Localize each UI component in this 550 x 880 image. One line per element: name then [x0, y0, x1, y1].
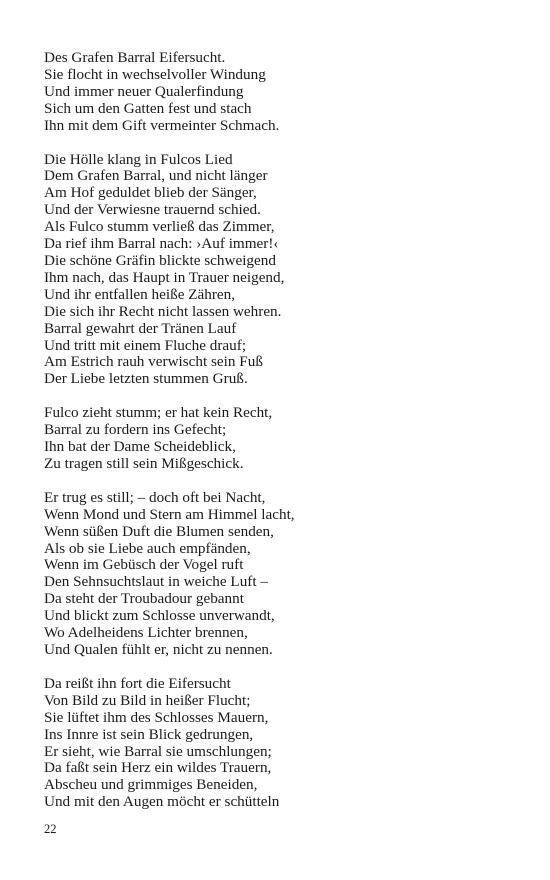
stanza-5	[44, 676, 524, 811]
poem-line: Dem Grafen Barral, und nicht länger	[44, 167, 268, 185]
stanza-1	[44, 50, 524, 135]
poem-line: Der Liebe letzten stummen Gruß.	[44, 370, 248, 388]
poem-line: Und blickt zum Schlosse unverwandt,	[44, 607, 275, 625]
poem-line: Und der Verwiesne trauernd schied.	[44, 201, 261, 219]
poem-line: Wenn Mond und Stern am Himmel lacht,	[44, 505, 295, 523]
poem-line: Ins Innre ist sein Blick gedrungen,	[44, 725, 254, 743]
poem-line: Wenn im Gebüsch der Vogel ruft	[44, 556, 244, 574]
poem-line: Ihm nach, das Haupt in Trauer neigend,	[44, 268, 285, 286]
poem-line: Am Hof geduldet blieb der Sänger,	[44, 184, 257, 202]
stanza-2	[44, 152, 524, 389]
poem-line: Er trug es still; – doch oft bei Nacht,	[44, 488, 266, 506]
poem-text	[44, 50, 524, 828]
poem-line: Wenn süßen Duft die Blumen senden,	[44, 522, 274, 540]
poem-line: Zu tragen still sein Mißgeschick.	[44, 454, 244, 472]
poem-line: Sie flocht in wechselvoller Windung	[44, 65, 266, 83]
poem-line: Fulco zieht stumm; er hat kein Recht,	[44, 404, 273, 422]
page-number: 22	[44, 822, 57, 836]
poem-line: Ihn bat der Dame Scheideblick,	[44, 438, 236, 456]
poem-line: Er sieht, wie Barral sie umschlungen;	[44, 742, 272, 760]
poem-line: Die sich ihr Recht nicht lassen wehren.	[44, 302, 282, 320]
poem-line: Sie lüftet ihm des Schlosses Mauern,	[44, 708, 269, 726]
poem-line: Am Estrich rauh verwischt sein Fuß	[44, 353, 263, 371]
poem-line: Und Qualen fühlt er, nicht zu nennen.	[44, 641, 273, 658]
poem-line: Wo Adelheidens Lichter brennen,	[44, 624, 248, 642]
poem-line: Da reißt ihn fort die Eifersucht	[44, 674, 231, 692]
poem-line: Den Sehnsuchtslaut in weiche Luft –	[44, 573, 268, 591]
poem-line: Da rief ihm Barral nach: ›Auf immer!‹	[44, 235, 279, 253]
poem-line: Da steht der Troubadour gebannt	[44, 590, 244, 608]
poem-line: Abscheu und grimmiges Beneiden,	[44, 776, 258, 794]
poem-line: Barral zu fordern ins Gefecht;	[44, 421, 227, 439]
poem-line: Als ob sie Liebe auch empfänden,	[44, 539, 251, 557]
poem-line: Und ihr entfallen heiße Zähren,	[44, 285, 236, 303]
poem-line: Die Hölle klang in Fulcos Lied	[44, 150, 233, 168]
poem-line: Und mit den Augen möcht er schütteln	[44, 793, 280, 811]
poem-line: Von Bild zu Bild in heißer Flucht;	[44, 691, 251, 709]
poem-line: Als Fulco stumm verließ das Zimmer,	[44, 218, 275, 236]
poem-line: Sich um den Gatten fest und stach	[44, 99, 252, 117]
stanza-4	[44, 490, 524, 659]
poem-line: Die schöne Gräfin blickte schweigend	[44, 251, 276, 269]
poem-line: Und immer neuer Qualerfindung	[44, 82, 244, 100]
stanza-3	[44, 405, 524, 473]
poem-line: Und tritt mit einem Fluche drauf;	[44, 336, 247, 354]
poem-line: Des Grafen Barral Eifersucht.	[44, 49, 226, 66]
poem-line: Ihn mit dem Gift vermeinter Schmach.	[44, 116, 280, 134]
poem-line: Da faßt sein Herz ein wildes Trauern,	[44, 759, 272, 777]
poem-line: Barral gewahrt der Tränen Lauf	[44, 319, 237, 337]
